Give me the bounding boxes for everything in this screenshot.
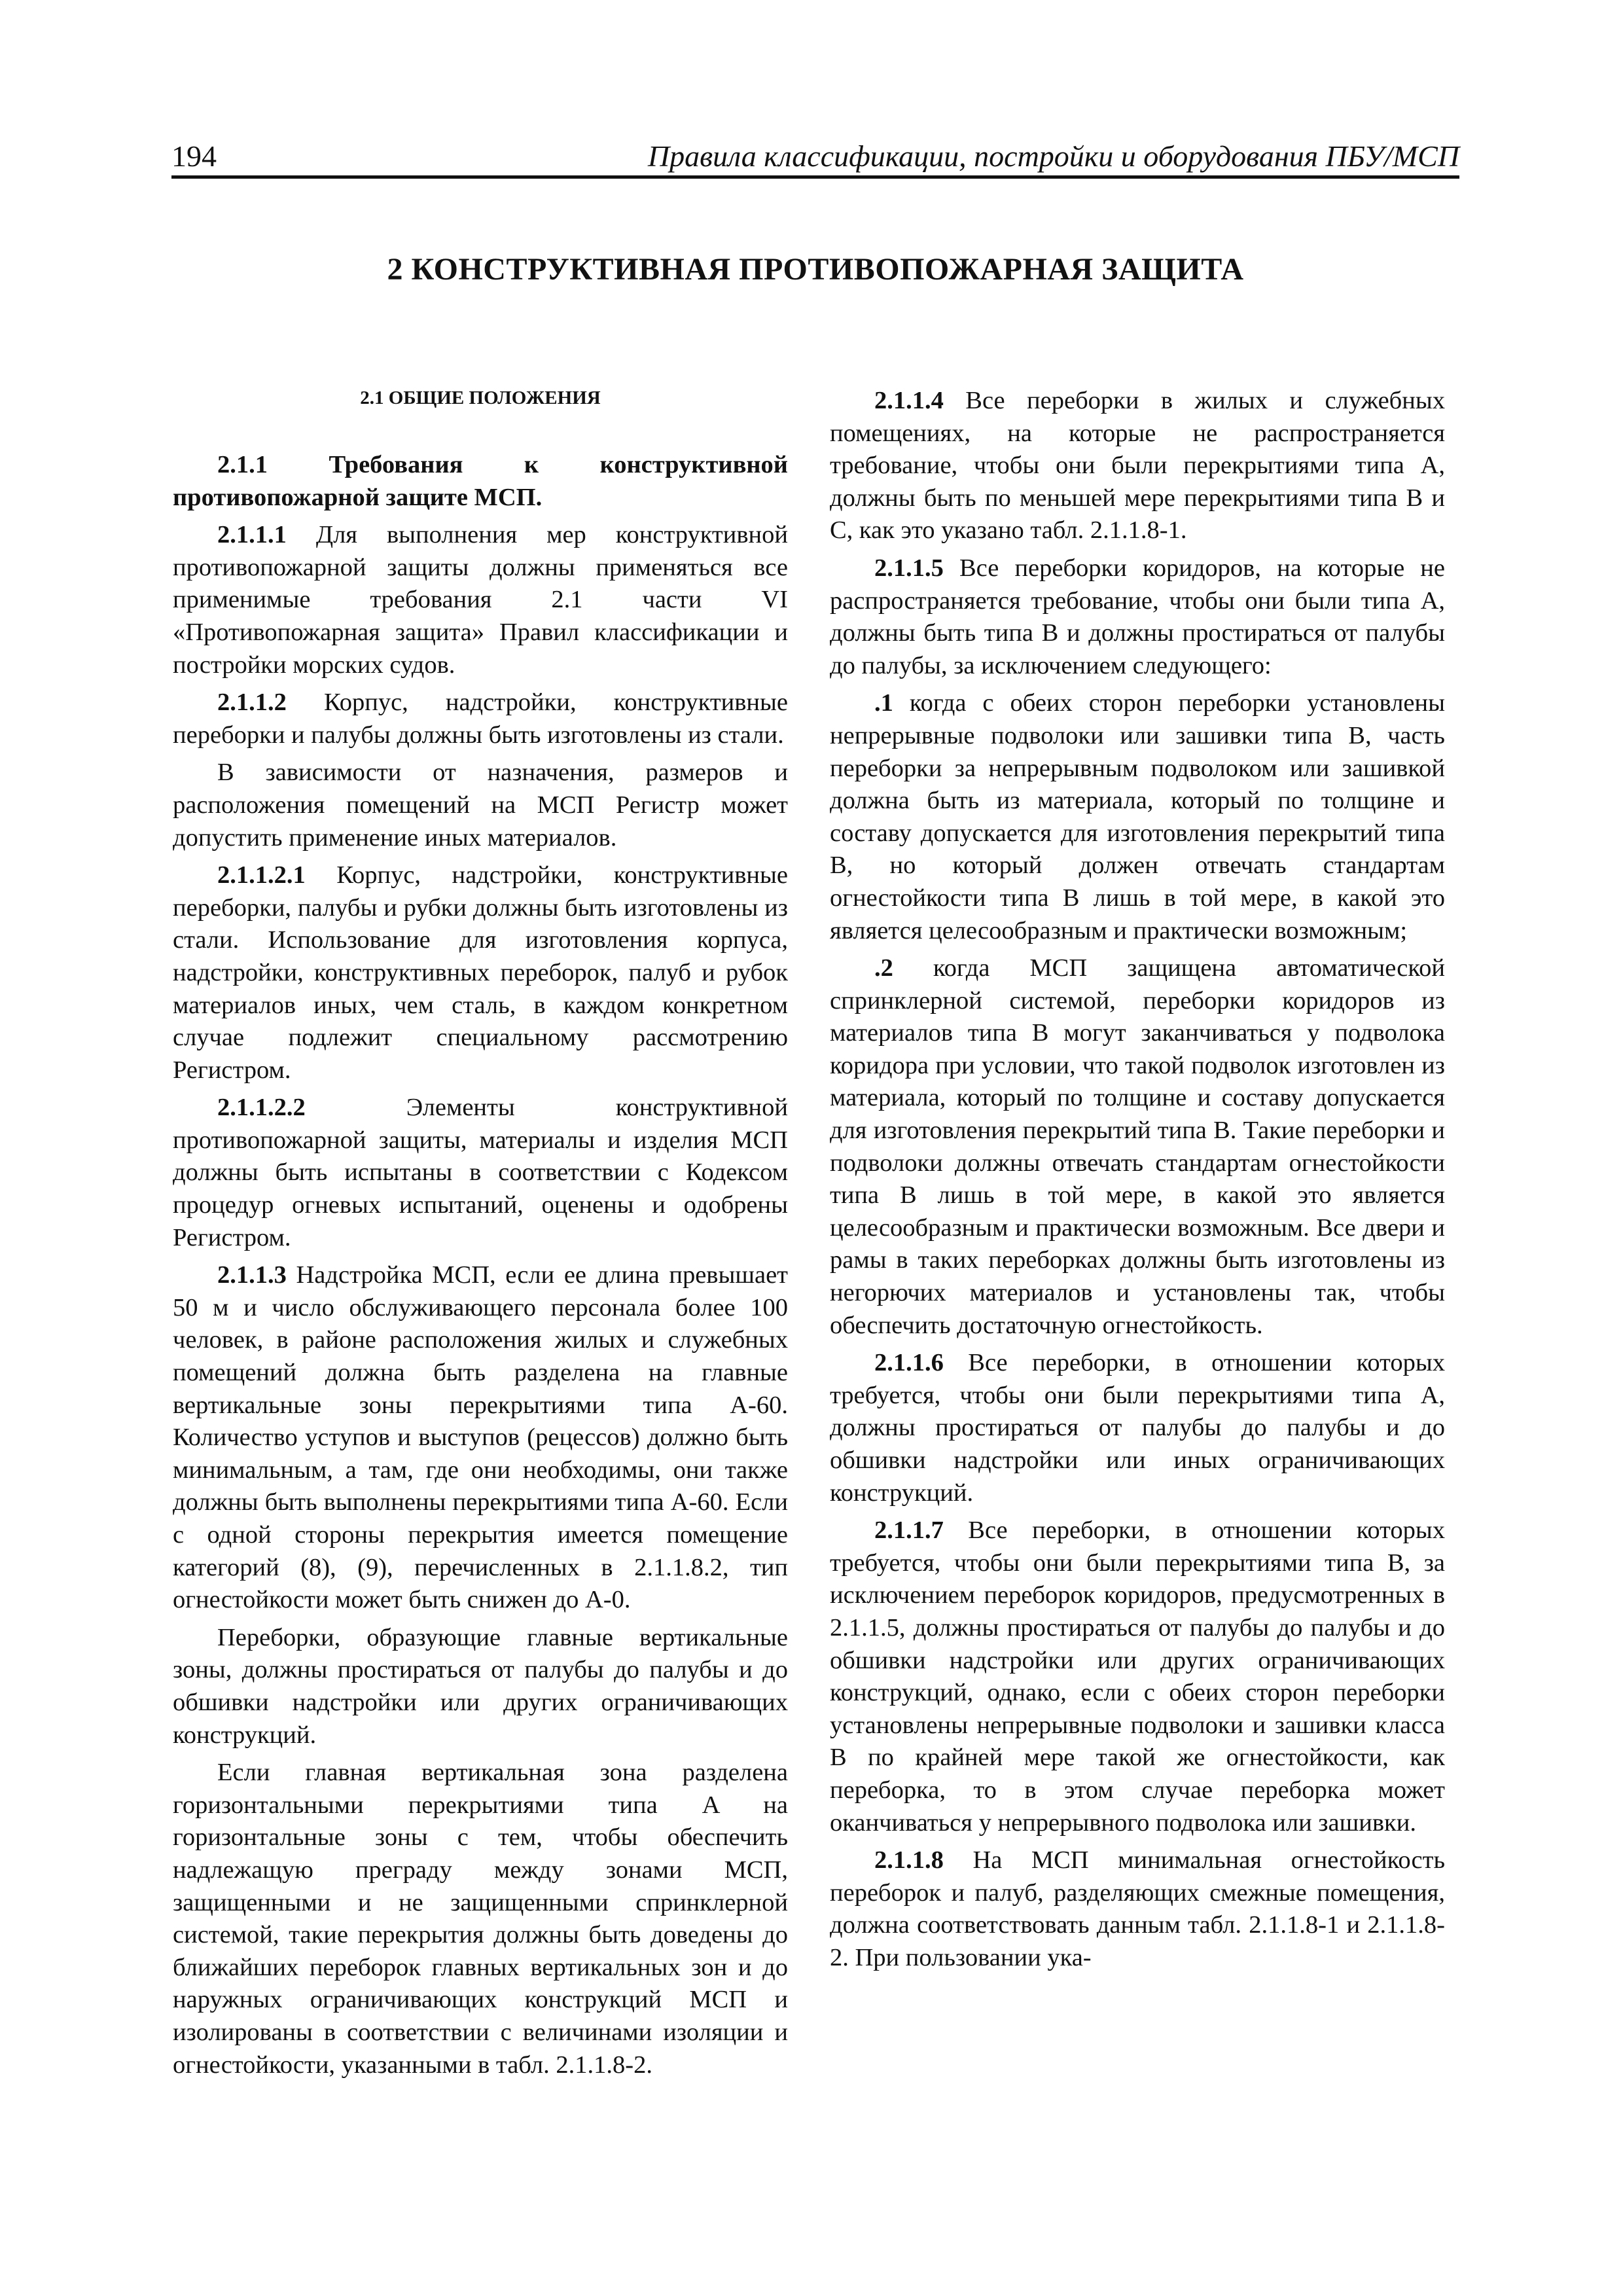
- running-header: [171, 139, 1459, 178]
- paragraph: [173, 1259, 788, 1617]
- left-column: [173, 385, 788, 2087]
- clause-number: 2.1.1.7: [874, 1516, 944, 1545]
- clause-text: Все переборки, в отношении которых требуется, чтобы они были перекрытиями типа A, должны простираться от палубы до палубы и до обшивки надстройки или иных ограничивающих конструкций.: [830, 1349, 1445, 1507]
- list-marker: .1: [874, 689, 893, 717]
- clause-number: 2.1.1.6: [874, 1349, 944, 1377]
- paragraph: [173, 687, 788, 751]
- paragraph: [173, 519, 788, 681]
- paragraph: Переборки, образующие главные вертикальные зоны, должны простираться от палубы до палубы и до обшивки надстройки или других ограничивающих конструкций.: [173, 1623, 788, 1749]
- paragraph: [830, 385, 1445, 547]
- list-marker: .2: [874, 954, 893, 982]
- paragraph: [173, 1092, 788, 1254]
- subsection-heading: 2.1.1 Требования к конструктивной противопожарной защите МСП.: [173, 451, 788, 511]
- clause-text: когда с обеих сторон переборки установлены непрерывные подволоки или зашивки типа B, часть переборки за непрерывным подволоком или зашивкой должна быть из материала, который по толщине и составу допускается для изготовления перекрытий типа B, но который должен отвечать стандартам огнестойкости типа B лишь в той мере, в какой это является целесообразным и практически возможным;: [830, 689, 1445, 944]
- page-number: 194: [171, 139, 217, 173]
- clause-text: когда МСП защищена автоматической спринклерной системой, переборки коридоров из материалов типа B могут заканчиваться у подволока коридора при условии, что такой подволок изготовлен из материала, который по толщине и составу допускается для изготовления перекрытий типа B. Такие переборки и подволоки должны отвечать стандартам огнестойкости типа B лишь в той мере, в какой это является целесообразным и практически возможным. Все двери и рамы в таких переборках должны быть изготовлены из негорючих материалов и установлены так, чтобы обеспечить достаточную огнестойкость.: [830, 954, 1445, 1339]
- paragraph: [830, 1347, 1445, 1509]
- paragraph: В зависимости от назначения, размеров и расположения помещений на МСП Регистр может допустить применение иных материалов.: [173, 759, 788, 852]
- clause-text: Корпус, надстройки, конструктивные переборки и палубы должны быть изготовлены из стали.: [173, 689, 788, 749]
- paragraph: [173, 859, 788, 1086]
- clause-number: 2.1.1.2.2: [217, 1094, 306, 1122]
- clause-text: Все переборки коридоров, на которые не распространяется требование, чтобы они были типа A, должны быть типа B и должны простираться от палубы до палубы, за исключением следующего:: [830, 554, 1445, 679]
- clause-number: 2.1.1.8: [874, 1846, 944, 1874]
- clause-text: Все переборки в жилых и служебных помещениях, на которые не распространяется требование, чтобы они были перекрытиями типа A, должны быть по меньшей мере перекрытиями типа B и C, как это указано табл. 2.1.1.8-1.: [830, 387, 1445, 545]
- running-title: Правила классификации, постройки и оборудования ПБУ/МСП: [647, 139, 1459, 173]
- clause-number: 2.1.1.5: [874, 554, 944, 582]
- clause-number: 2.1.1.3: [217, 1261, 287, 1289]
- clause-number: 2.1.1.4: [874, 387, 944, 414]
- clause-text: Для выполнения мер конструктивной противопожарной защиты должны применяться все применимые требования 2.1 части VI «Противопожарная защита» Правил классификации и постройки морских судов.: [173, 521, 788, 679]
- clause-number: 2.1.1.2: [217, 689, 287, 717]
- header-rule: [171, 175, 1459, 179]
- list-item: [830, 687, 1445, 947]
- clause-number: 2.1.1.2.1: [217, 861, 306, 889]
- right-column: [830, 385, 1445, 1980]
- clause-text: Корпус, надстройки, конструктивные переборки, палубы и рубки должны быть изготовлены из стали. Использование для изготовления корпуса, надстройки, конструктивных переборок, палуб и рубок материалов иных, чем сталь, в каждом конкретном случае подлежит специальному рассмотрению Регистром.: [173, 861, 788, 1084]
- clause-text: На МСП минимальная огнестойкость переборок и палуб, разделяющих смежные помещения, должна соответствовать данным табл. 2.1.1.8-1 и 2.1.1.8-2. При пользовании ука-: [830, 1846, 1445, 1971]
- paragraph: [830, 1515, 1445, 1839]
- paragraph: [830, 552, 1445, 682]
- clause-text: Надстройка МСП, если ее длина превышает 50 м и число обслуживающего персонала более 100 человек, в районе расположения жилых и служебных помещений должна быть разделена на главные вертикальные зоны перекрытиями типа A-60. Количество уступов и выступов (рецессов) должно быть минимальным, а там, где они необходимы, они также должны быть выполнены перекрытиями типа A-60. Если с одной стороны перекрытия имеется помещение категорий (8), (9), перечисленных в 2.1.1.8.2, тип огнестойкости может быть снижен до A-0.: [173, 1261, 788, 1614]
- paragraph: [830, 1844, 1445, 1974]
- section-heading: 2.1 ОБЩИЕ ПОЛОЖЕНИЯ: [360, 387, 601, 408]
- chapter-title: 2 КОНСТРУКТИВНАЯ ПРОТИВОПОЖАРНАЯ ЗАЩИТА: [387, 252, 1244, 287]
- clause-text: Все переборки, в отношении которых требуется, чтобы они были перекрытиями типа B, за исключением переборок коридоров, предусмотренных в 2.1.1.5, должны простираться от палубы до палубы и до обшивки надстройки или других ограничивающих конструкций, однако, если с обеих сторон переборки установлены непрерывные подволоки и зашивки класса B по крайней мере такой же огнестойкости, как переборка, то в этом случае переборка может оканчиваться у непрерывного подволока или зашивки.: [830, 1516, 1445, 1837]
- paragraph: Если главная вертикальная зона разделена горизонтальными перекрытиями типа A на горизонтальные зоны с тем, чтобы обеспечить надлежащую преграду между зонами МСП, защищенными и не защищенными спринклерной системой, такие перекрытия должны быть доведены до ближайших переборок главных вертикальных зон и до наружных ограничивающих конструкций МСП и изолированы в соответствии с величинами изоляции и огнестойкости, указанными в табл. 2.1.1.8-2.: [173, 1759, 788, 2079]
- list-item: [830, 952, 1445, 1342]
- clause-number: 2.1.1.1: [217, 521, 287, 549]
- clause-text: Элементы конструктивной противопожарной защиты, материалы и изделия МСП должны быть испытаны в соответствии с Кодексом процедур огневых испытаний, оценены и одобрены Регистром.: [173, 1094, 788, 1251]
